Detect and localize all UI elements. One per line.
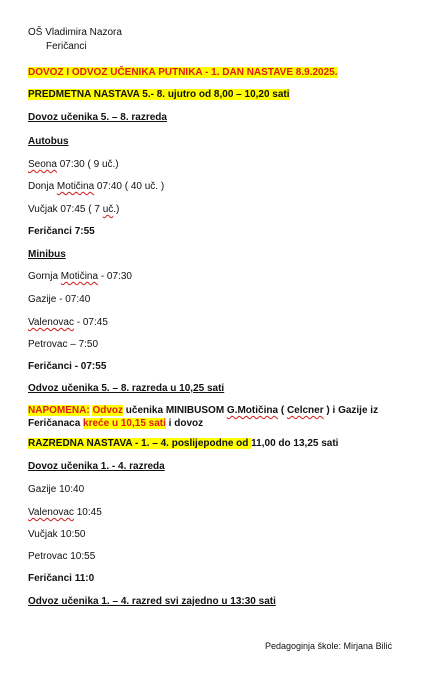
stop-name: Motičina: [56, 181, 95, 192]
autobus-arrival: Feričanci 7:55: [28, 226, 95, 237]
napomena-line2-post: i dovoz: [165, 418, 204, 429]
razredna-stop-valenovac: [28, 506, 102, 519]
napomena-person: Celcner: [286, 405, 324, 416]
predmetna-line: [28, 88, 290, 101]
stop-name: Vučjak 07:45 ( 7: [28, 204, 103, 215]
stop-time: - 07:45: [73, 317, 108, 328]
napomena-departure: kreće u 10,15 sati: [83, 418, 166, 429]
odvoz-5-8: Odvoz učenika 5. – 8. razreda u 10,25 sati: [28, 383, 225, 394]
napomena-odvoz: Odvoz: [92, 405, 124, 416]
title-text: DOVOZ I ODVOZ UČENIKA PUTNIKA - 1. DAN NASTAVE 8.9.2025.: [28, 67, 338, 78]
dovoz-1-4-heading: Dovoz učenika 1. - 4. razreda: [28, 461, 165, 472]
predmetna-text: PREDMETNA NASTAVA 5.- 8. ujutro od 8,00 – 10,20 sati: [28, 89, 290, 100]
razredna-arrival: Feričanci 11:0: [28, 573, 95, 584]
napomena-text-3: ) i Gazije iz: [323, 405, 379, 416]
stop-time: - 07:30: [98, 271, 132, 282]
signature: Pedagoginja škole: Mirjana Bilić: [265, 641, 393, 651]
odvoz-1-4: Odvoz učenika 1. – 4. razred svi zajedno u 13:30 sati: [28, 596, 276, 607]
autobus-heading: Autobus: [28, 136, 69, 147]
autobus-stop-seona: [28, 158, 119, 171]
napomena-place: G.Motičina: [226, 405, 279, 416]
stop-name: Valenovac: [28, 317, 74, 328]
minibus-arrival: Feričanci - 07:55: [28, 361, 107, 372]
razredna-time: 11,00 do 13,25 sati: [251, 438, 339, 449]
napomena-text-2: (: [278, 405, 287, 416]
razredna-stop-vucjak: Vučjak 10:50: [28, 529, 86, 540]
stop-time: 07:30 ( 9 uč.): [56, 159, 119, 170]
napomena-line-1: [28, 404, 378, 417]
stop-time: 10:45: [73, 507, 102, 518]
page-title: [28, 66, 338, 79]
stop-name: Valenovac: [28, 507, 74, 518]
napomena-text-1: učenika MINIBUSOM: [123, 405, 227, 416]
razredna-highlight: RAZREDNA NASTAVA - 1. – 4. poslijepodne od: [28, 438, 252, 449]
napomena-label: NAPOMENA:: [28, 405, 90, 416]
minibus-stop-gornja-moticina: [28, 270, 132, 283]
stop-time: 07:40 ( 40 uč. ): [94, 181, 165, 192]
minibus-stop-petrovac: Petrovac – 7:50: [28, 339, 99, 350]
autobus-stop-donja-moticina: [28, 180, 164, 193]
minibus-heading: Minibus: [28, 249, 66, 260]
napomena-line-2: [28, 417, 203, 430]
school-location: Feričanci: [46, 41, 87, 52]
dovoz-5-8-heading: Dovoz učenika 5. – 8. razreda: [28, 112, 167, 123]
minibus-stop-valenovac: [28, 316, 108, 329]
napomena-line2-pre: Feričanaca: [28, 418, 84, 429]
stop-mark: uč: [102, 204, 114, 215]
stop-name: Seona: [28, 159, 57, 170]
stop-time: .): [113, 204, 120, 215]
stop-name-prefix: Donja: [28, 181, 57, 192]
stop-name-prefix: Gornja: [28, 271, 61, 282]
stop-name: Motičina: [60, 271, 99, 282]
razredna-line: [28, 437, 338, 450]
razredna-stop-petrovac: Petrovac 10:55: [28, 551, 96, 562]
razredna-stop-gazije: Gazije 10:40: [28, 484, 85, 495]
school-name: OŠ Vladimira Nazora: [28, 27, 122, 38]
autobus-stop-vucjak: [28, 203, 119, 216]
minibus-stop-gazije: Gazije - 07:40: [28, 294, 91, 305]
